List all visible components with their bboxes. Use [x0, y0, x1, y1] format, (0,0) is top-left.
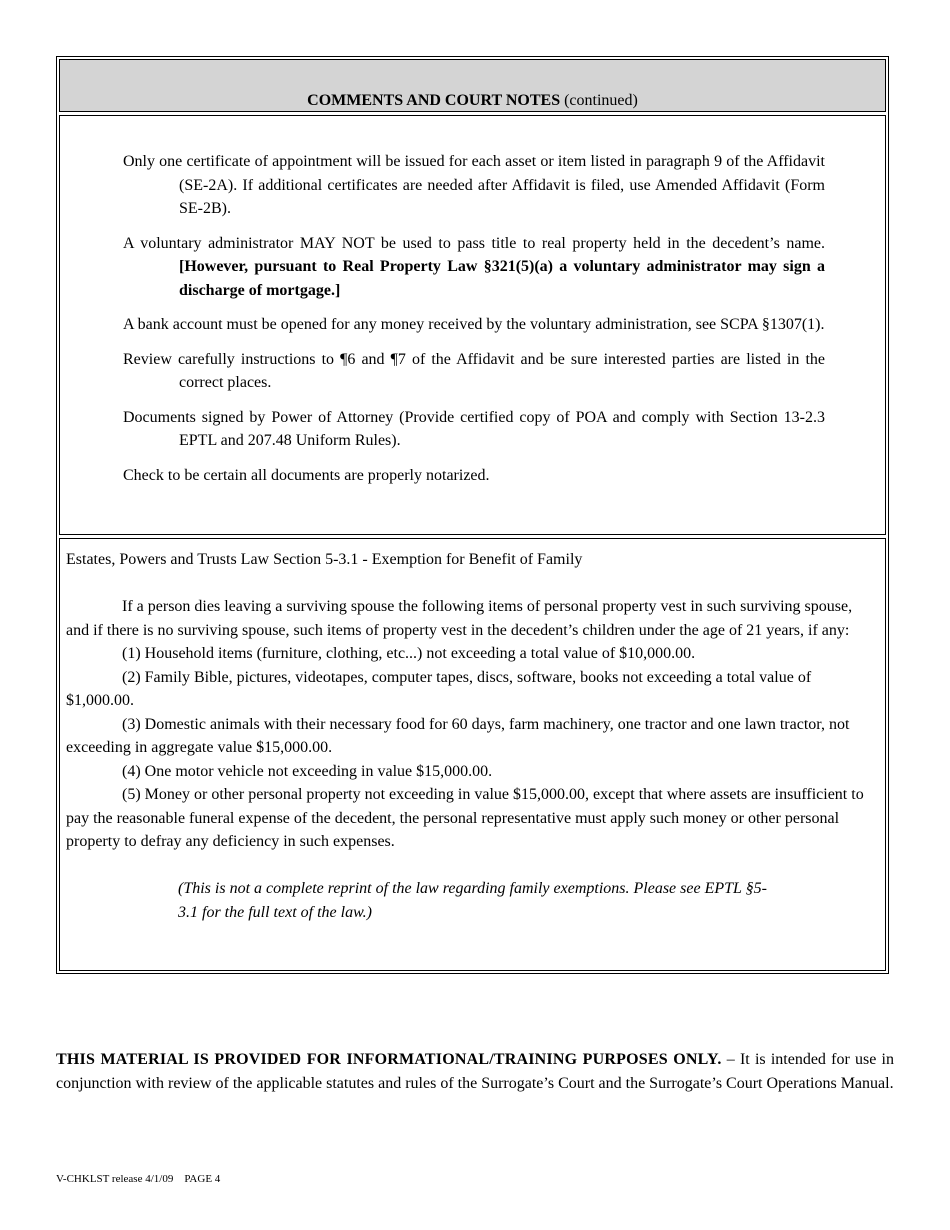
- note-item-text: A voluntary administrator MAY NOT be used to pass title to real property held in the decedent’s name.: [123, 234, 825, 252]
- header-title-suffix: (continued): [560, 92, 638, 109]
- eptl-item: (2) Family Bible, pictures, videotapes, computer tapes, discs, software, books not exceeding a total value of $1,000.00.: [66, 668, 812, 709]
- disclaimer-text: – It is intended for use in conjunction with review of the applicable statutes and rules of the Surrogate’s Court and the Surrogate’s Court Operations Manual.: [56, 1051, 895, 1092]
- note-item: A bank account must be opened for any money received by the voluntary administration, see SCPA §1307(1).: [123, 316, 825, 333]
- page-footer: V-CHKLST release 4/1/09 PAGE 4: [56, 1173, 221, 1185]
- note-item: Documents signed by Power of Attorney (Provide certified copy of POA and comply with Section 13-2.3 EPTL and 207.48 Uniform Rules).: [123, 408, 825, 449]
- court-notes-box: [59, 115, 886, 535]
- eptl-note: (This is not a complete reprint of the law regarding family exemptions. Please see EPTL §5-3.1 for the full text of the law.): [178, 880, 767, 921]
- note-item-bold: [However, pursuant to Real Property Law §321(5)(a) a voluntary administrator may sign a discharge of mortgage.]: [179, 258, 825, 299]
- court-notes-form: [56, 56, 889, 974]
- note-item: Review carefully instructions to ¶6 and ¶7 of the Affidavit and be sure interested parties are listed in the correct places.: [123, 350, 825, 391]
- eptl-item: (5) Money or other personal property not exceeding in value $15,000.00, except that where assets are insufficient to pay the reasonable funeral expense of the decedent, the personal representative must apply such money or other personal property to defray any deficiency in such expenses.: [66, 786, 864, 850]
- eptl-item: (1) Household items (furniture, clothing, etc...) not exceeding a total value of $10,000.00.: [122, 645, 696, 662]
- section-header: [59, 59, 886, 112]
- eptl-exemption-box: [59, 538, 886, 971]
- eptl-title: Estates, Powers and Trusts Law Section 5-3.1 - Exemption for Benefit of Family: [66, 551, 583, 568]
- eptl-intro: If a person dies leaving a surviving spouse the following items of personal property vest in such surviving spouse, and if there is no surviving spouse, such items of property vest in the decedent’s children under the age of 21 years, if any:: [66, 598, 853, 639]
- header-title: COMMENTS AND COURT NOTES: [307, 92, 561, 109]
- note-item: Only one certificate of appointment will be issued for each asset or item listed in paragraph 9 of the Affidavit (SE-2A). If additional certificates are needed after Affidavit is filed, use Amended Affidavit (Form SE-2B).: [123, 153, 825, 217]
- eptl-item: (3) Domestic animals with their necessary food for 60 days, farm machinery, one tractor and one lawn tractor, not exceeding in aggregate value $15,000.00.: [66, 715, 850, 756]
- note-item: [123, 232, 825, 303]
- disclaimer-bold: THIS MATERIAL IS PROVIDED FOR INFORMATIONAL/TRAINING PURPOSES ONLY.: [56, 1051, 722, 1068]
- disclaimer: [56, 1048, 894, 1096]
- note-item: Check to be certain all documents are properly notarized.: [123, 466, 490, 484]
- eptl-item: (4) One motor vehicle not exceeding in value $15,000.00.: [122, 762, 493, 780]
